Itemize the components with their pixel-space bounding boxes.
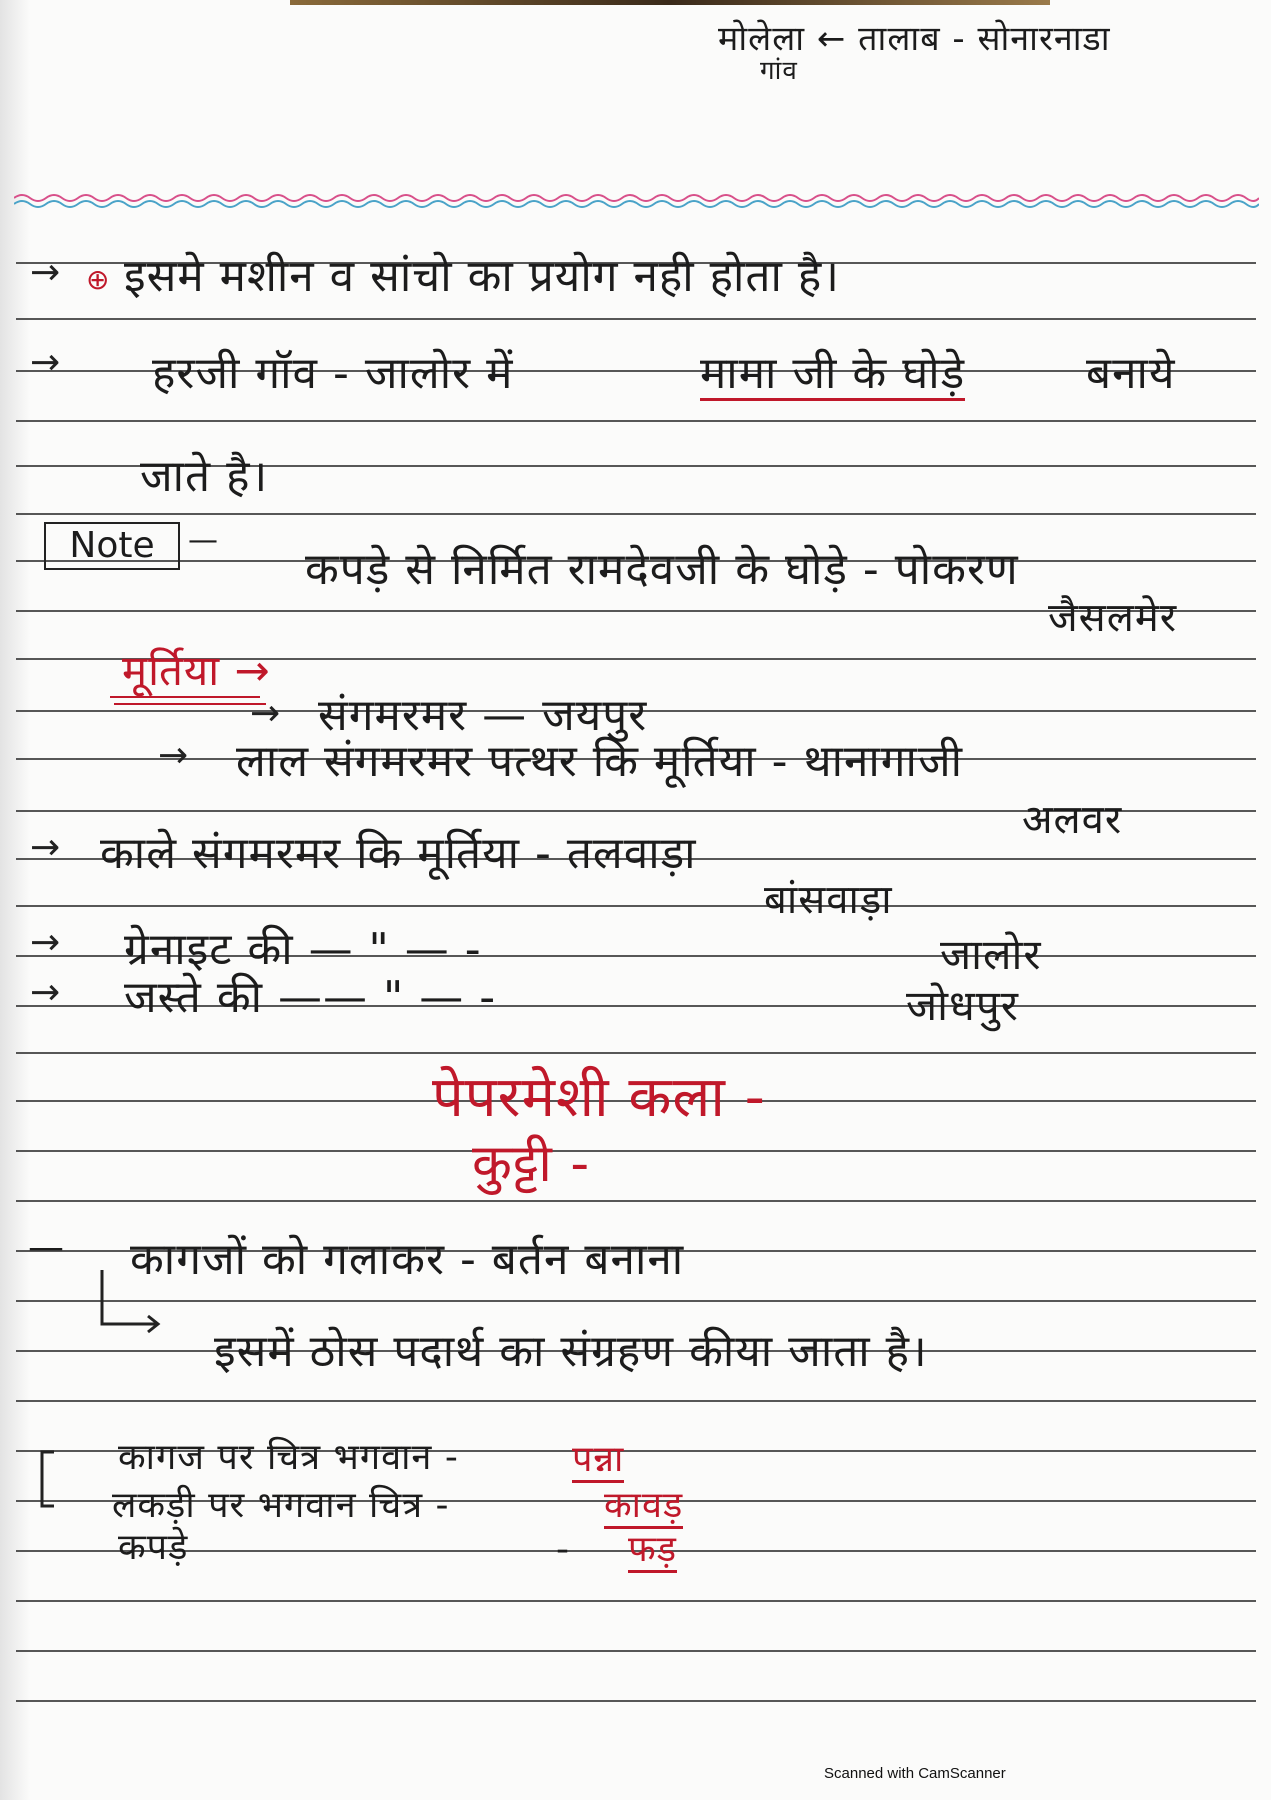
chitra-item-3: कपड़े [118, 1527, 189, 1568]
arrow-icon: → [30, 972, 62, 1013]
left-bracket-icon [36, 1450, 60, 1510]
top-edge-strip [290, 0, 1050, 5]
arrow-icon: → [30, 252, 62, 293]
note-line-2-end: बनाये [1086, 348, 1176, 399]
chitra-item-3-name: फड़ [628, 1532, 677, 1573]
header-subline: गांव [760, 56, 798, 86]
ruled-line [16, 1300, 1256, 1302]
murti-item-2: लाल संगमरमर पत्थर कि मूर्तिया - थानागाजी [236, 736, 963, 787]
note-text-place: जैसलमेर [1048, 595, 1178, 641]
header-line: मोलेला ← तालाब - सोनारनाडा [718, 19, 1111, 59]
murtiya-heading: मूर्तिया → [122, 646, 271, 695]
ruled-line [16, 1700, 1256, 1702]
ruled-line [16, 1200, 1256, 1202]
murti-item-5-place: जोधपुर [906, 981, 1019, 1030]
arrow-icon: → [30, 827, 62, 868]
arrow-icon: → [30, 922, 62, 963]
ruled-line [16, 905, 1256, 907]
note-label-box: Note [44, 522, 180, 570]
ruled-line [16, 1650, 1256, 1652]
note-line-3: जाते है। [140, 451, 269, 502]
murti-item-3-place: बांसवाड़ा [764, 877, 893, 923]
arrow-icon: → [158, 735, 190, 776]
corner-arrow-icon [96, 1268, 166, 1338]
kutti-heading: कुट्टी - [472, 1134, 591, 1194]
note-line-1: इसमे मशीन व सांचो का प्रयोग नही होता है। [124, 251, 840, 302]
ruled-line [16, 513, 1256, 515]
ruled-line [16, 420, 1256, 422]
scanned-watermark: Scanned with CamScanner [824, 1765, 1006, 1782]
murti-item-2-place: अलवर [1022, 797, 1123, 843]
ruled-line [16, 318, 1256, 320]
page-edge-shadow [0, 0, 30, 1800]
arrow-icon: → [250, 693, 282, 734]
wavy-margin-line [14, 188, 1259, 212]
paper-line-1: कागजों को गलाकर - बर्तन बनाना [130, 1234, 685, 1285]
red-mark-icon: ⊕ [86, 263, 111, 296]
papermache-heading: पेपरमेशी कला - [432, 1065, 766, 1130]
chitra-item-2-name: कावड़ [604, 1488, 683, 1529]
murti-item-4: ग्रेनाइट की — " — - [124, 924, 482, 975]
note-line-2-highlight: मामा जी के घोड़े [700, 348, 966, 399]
murti-item-1: संगमरमर — जयपुर [318, 690, 648, 741]
murti-item-3: काले संगमरमर कि मूर्तिया - तलवाड़ा [100, 828, 697, 879]
dash-icon: — [28, 1227, 65, 1268]
chitra-item-1-name: पन्ना [572, 1442, 624, 1483]
murti-item-4-place: जालोर [940, 930, 1042, 979]
ruled-line [16, 1052, 1256, 1054]
note-line-2-start: हरजी गॉव - जालोर में [152, 348, 514, 399]
dash-icon: — [188, 523, 219, 558]
ruled-line [16, 1150, 1256, 1152]
murti-item-5: जस्ते की —— " — - [124, 972, 497, 1023]
paper-line-2: इसमें ठोस पदार्थ का संग्रहण कीया जाता है। [214, 1326, 928, 1377]
arrow-icon: → [30, 342, 62, 383]
chitra-item-3-dash: - [556, 1529, 570, 1570]
note-text: कपड़े से निर्मित रामदेवजी के घोड़े - पोकरण [305, 544, 1019, 595]
ruled-line [16, 1600, 1256, 1602]
red-double-underline [110, 694, 270, 708]
chitra-item-1: कागज पर चित्र भगवान - [118, 1437, 459, 1478]
ruled-line [16, 1400, 1256, 1402]
chitra-item-2: लकड़ी पर भगवान चित्र - [112, 1485, 450, 1526]
